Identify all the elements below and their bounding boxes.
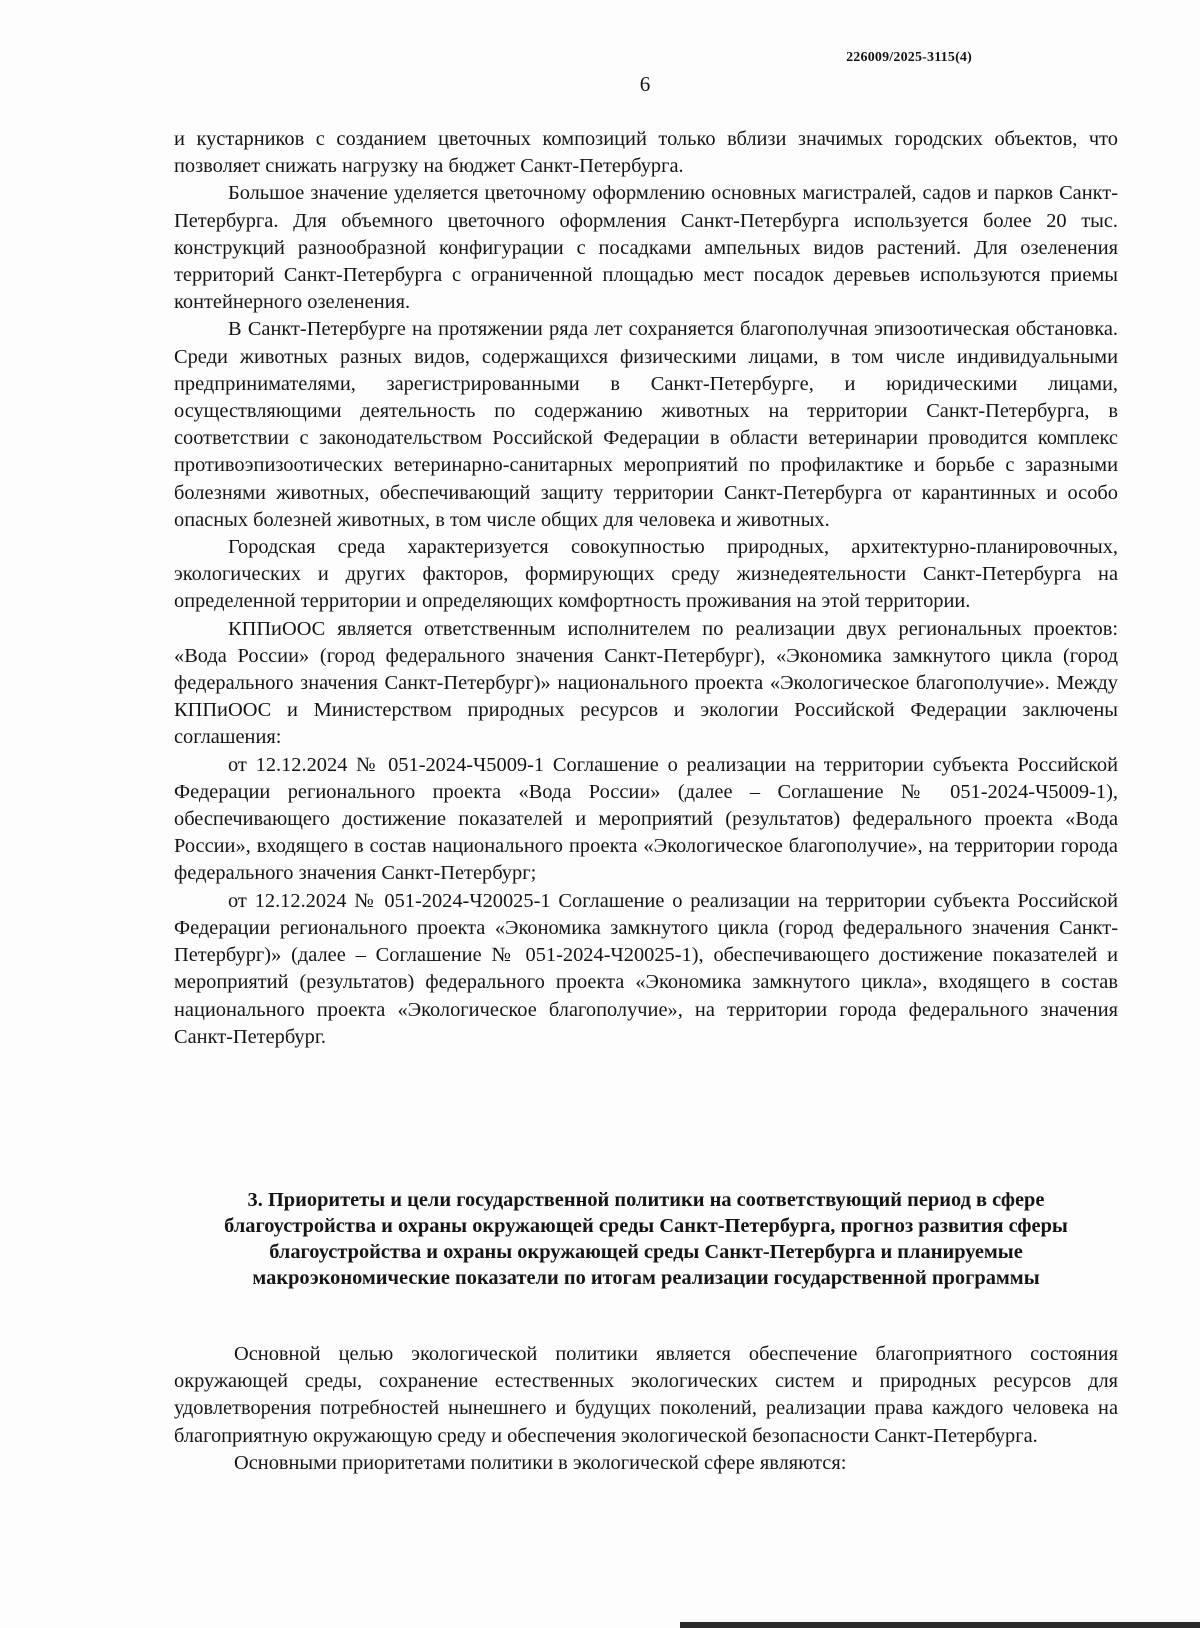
paragraph-epizootic: В Санкт-Петербурге на протяжении ряда лет сохраняется благополучная эпизоотическая обстановка. Среди животных разных видов, содержащихся физическими лицами, в том числе индивидуальными предпринимателями, зарегистрированными в Санкт-Петербурге, и юридическими лицами, осуществляющими деятельность по содержанию животных на территории Санкт-Петербурга, в соответствии с законодательством Российской Федерации в области ветеринарии проводится комплекс противоэпизоотических ветеринарно-санитарных мероприятий по профилактике и борьбе с заразными болезнями животных, обеспечивающий защиту территории Санкт-Петербурга от карантинных и особо опасных болезней животных, в том числе общих для человека и животных. [174,318,1118,531]
paragraph-main-goal: Основной целью экологической политики является обеспечение благоприятного состояния окружающей среды, сохранение естественных экологических систем и природных ресурсов для удовлетворения потребностей нынешнего и будущих поколений, реализации права каждого человека на благоприятную окружающую среду и обеспечения экологической безопасности Санкт-Петербурга. [174,1343,1118,1447]
paragraph-regional-projects: КППиООС является ответственным исполнителем по реализации двух региональных проектов: «Вода России» (город федерального значения Санкт-Петербург), «Экономика замкнутого цикла (город федерального значения Санкт-Петербург)» национального проекта «Экологическое благополучие». Между КППиООС и Министерством природных ресурсов и экологии Российской Федерации заключены соглашения: [174,617,1118,749]
paragraph-urban-environment: Городская среда характеризуется совокупностью природных, архитектурно-планировочных, экологических и других факторов, формирующих среду жизнедеятельности Санкт-Петербурга на определенной территории и определяющих комфортность проживания на этой территории. [174,536,1118,613]
page-number: 6 [639,72,651,96]
paragraph-agreement-circular-economy: от 12.12.2024 № 051-2024-Ч20025-1 Соглашение о реализации на территории субъекта Российской Федерации регионального проекта «Экономика замкнутого цикла (город федерального значения Санкт-Петербург)» (далее – Соглашение № 051-2024-Ч20025-1), обеспечивающего достижение показателей и мероприятий (результатов) федерального проекта «Экономика замкнутого цикла», входящего в состав национального проекта «Экологическое благополучие», на территории города федерального значения Санкт-Петербург. [174,889,1118,1048]
paragraph-continuation: и кустарников с созданием цветочных композиций только вблизи значимых городских объектов, что позволяет снижать нагрузку на бюджет Санкт-Петербурга. [174,128,1118,178]
paragraph-priorities-intro: Основными приоритетами политики в экологической сфере являются: [234,1451,847,1474]
body-text [174,126,1118,1051]
paragraph-agreement-water: от 12.12.2024 № 051-2024-Ч5009-1 Соглашение о реализации на территории субъекта Российской Федерации регионального проекта «Вода России» (далее – Соглашение № 051-2024-Ч5009-1), обеспечивающего достижение показателей и мероприятий (результатов) федерального проекта «Вода России», входящего в состав национального проекта «Экологическое благополучие», на территории города федерального значения Санкт-Петербург; [174,753,1118,885]
section-body-text [174,1341,1118,1477]
paragraph-flower-decoration: Большое значение уделяется цветочному оформлению основных магистралей, садов и парков Санкт-Петербурга. Для объемного цветочного оформления Санкт-Петербурга используется более 20 тыс. конструкций разнообразной конфигурации с посадками ампельных видов растений. Для озеленения территорий Санкт-Петербурга с ограниченной площадью мест посадок деревьев используются приемы контейнерного озеленения. [174,182,1118,314]
document-registration-number: 226009/2025-3115(4) [846,50,972,65]
section-heading: 3. Приоритеты и цели государственной политики на соответствующий период в сфере благоустройства и охраны окружающей среды Санкт-Петербурга, прогноз развития сферы благоустройства и охраны окружающей среды Санкт-Петербурга и планируемые макроэкономические показатели по итогам реализации государственной программы [224,1189,1068,1289]
scan-border-edge [680,1622,1200,1628]
